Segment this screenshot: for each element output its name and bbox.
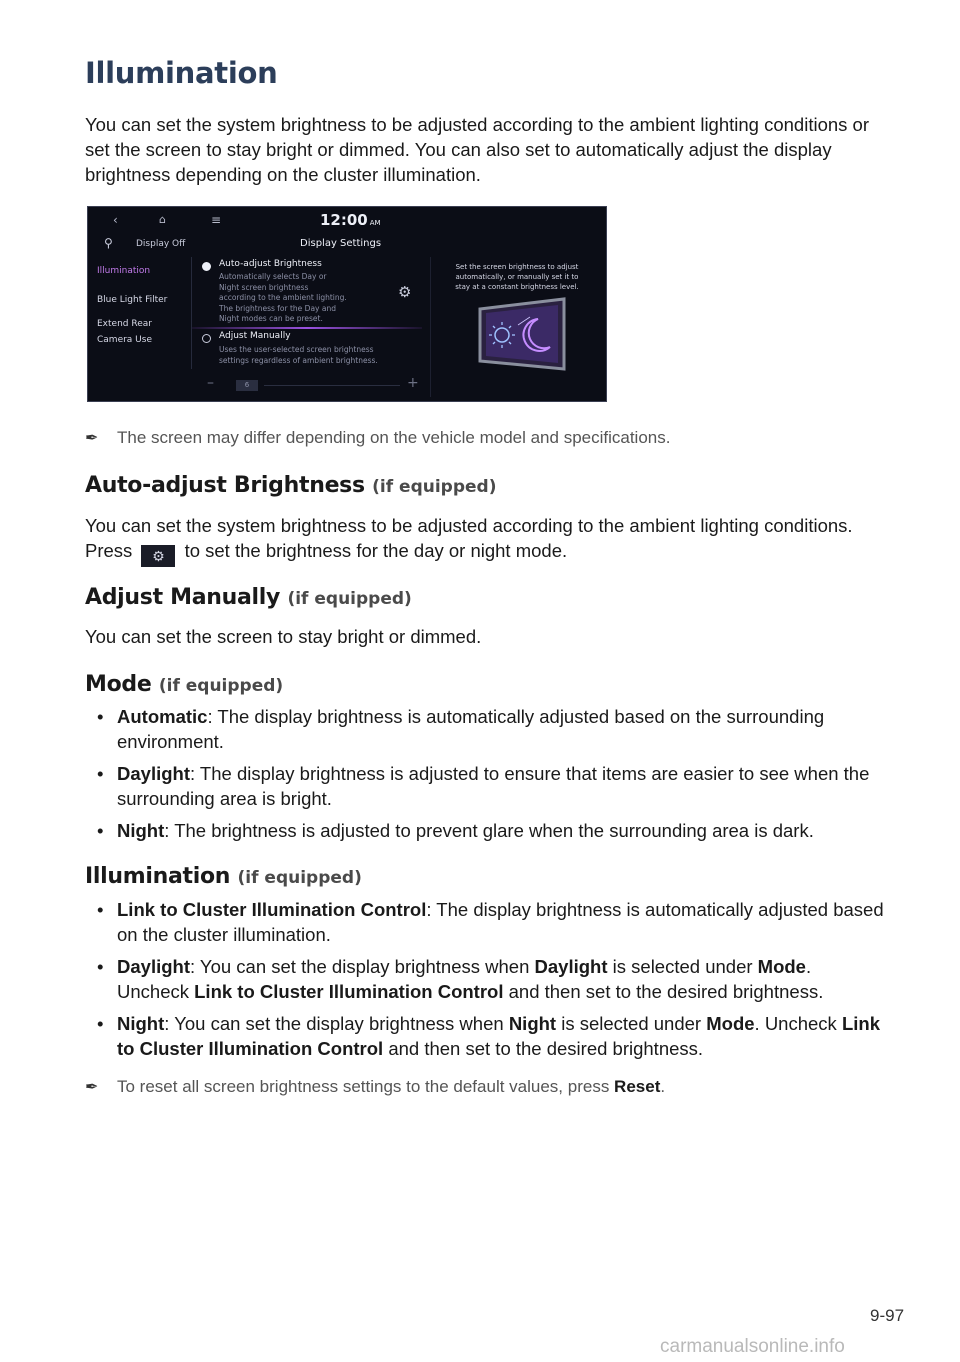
day-night-illustration (472, 295, 572, 385)
heading-auto-adjust: Auto-adjust Brightness (if equipped) (85, 473, 497, 498)
menu-icon: ≡ (211, 213, 222, 227)
selection-highlight (192, 327, 422, 329)
display-settings-screenshot (87, 206, 607, 402)
heading-illumination: Illumination (if equipped) (85, 864, 362, 889)
page-title: Illumination (85, 56, 278, 90)
option-manual-title: Adjust Manually (219, 331, 291, 341)
sidebar-item-blue-light-filter: Blue Light Filter (97, 295, 168, 305)
heading-mode: Mode (if equipped) (85, 672, 284, 697)
list-item: • Night: You can set the display brightness when Night is selected under Mode. Uncheck Link to Cluster Illumination Control and then set to the desired brightness. (97, 1013, 880, 1059)
watermark: carmanualsonline.info (660, 1336, 845, 1357)
sidebar-item-illumination: Illumination (97, 266, 151, 276)
display-off-label: Display Off (136, 239, 186, 249)
slider-value: 6 (236, 380, 258, 391)
option-auto-adjust-title: Auto-adjust Brightness (219, 259, 322, 269)
heading-adjust-manually: Adjust Manually (if equipped) (85, 585, 412, 610)
pencil-icon: ✒ (85, 1079, 99, 1096)
screen-settings-title: Display Settings (300, 238, 382, 249)
mode-list (97, 704, 887, 850)
list-item: • Automatic: The display brightness is automatically adjusted based on the surrounding environment. (97, 706, 825, 752)
intro-paragraph: You can set the system brightness to be adjusted according to the ambient lighting conditions or set the screen to stay bright or dimmed. You can also set to automatically adjust the display brightness depending on the cluster illumination. (85, 114, 869, 185)
pencil-icon: ✒ (85, 430, 99, 447)
adjust-manually-paragraph: You can set the screen to stay bright or dimmed. (85, 626, 482, 647)
search-icon: ⚲ (104, 236, 113, 250)
illumination-list (97, 897, 887, 1068)
gear-icon: ⚙ (398, 283, 412, 301)
list-item: • Daylight: You can set the display brightness when Daylight is selected under Mode. Uncheck Link to Cluster Illumination Control and then set to the desired brightness. (97, 956, 824, 1002)
back-icon: ‹ (113, 213, 118, 227)
list-item: • Night: The brightness is adjusted to prevent glare when the surrounding area is dark. (97, 820, 814, 841)
page-number: 9-97 (870, 1306, 905, 1325)
sidebar-item-camera-use: Camera Use (97, 335, 152, 345)
clock: 12:00 AM (320, 211, 381, 229)
slider-track (264, 385, 400, 386)
screen-top-bar (88, 207, 606, 235)
brightness-info-text: Set the screen brightness to adjust automatically, or manually set it to stay at a constant brightness level. (455, 263, 579, 291)
option-manual-desc: Uses the user-selected screen brightness settings regardless of ambient brightness. (219, 345, 378, 365)
plus-icon: + (407, 375, 419, 391)
list-item: • Link to Cluster Illumination Control: The display brightness is automatically adjusted based on the cluster illumination. (97, 899, 884, 945)
auto-adjust-paragraph: You can set the system brightness to be adjusted according to the ambient lighting conditions. Press ⚙ to set the brightness for the day or night mode. (85, 513, 885, 567)
gear-icon: ⚙ (141, 545, 175, 567)
screen-divider (430, 257, 431, 397)
minus-icon: – (207, 375, 214, 391)
radio-auto-adjust (202, 262, 211, 271)
radio-adjust-manually (202, 334, 211, 343)
brightness-options (191, 257, 420, 369)
option-auto-adjust-desc: Automatically selects Day or Night screen brightness according to the ambient lighting. The brightness for the Day and Night modes can be preset. (219, 272, 347, 323)
list-item: • Daylight: The display brightness is adjusted to ensure that items are easier to see when the surrounding area is bright. (97, 763, 870, 809)
brightness-slider (204, 375, 424, 393)
sidebar-item-extend-rear: Extend Rear (97, 319, 152, 329)
home-icon: ⌂ (159, 213, 166, 226)
